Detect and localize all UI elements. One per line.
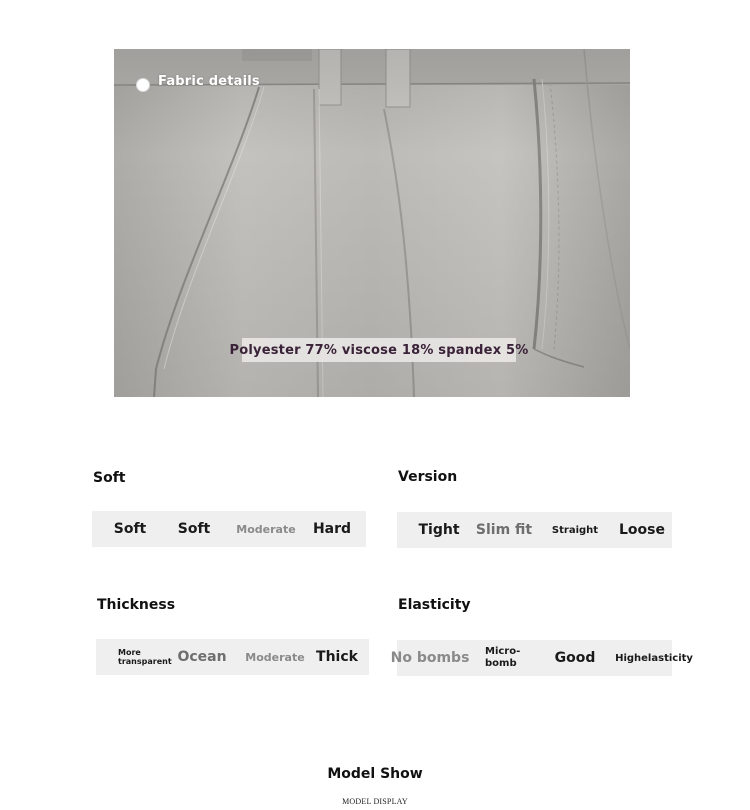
thickness-scale	[96, 639, 369, 675]
thickness-title: Thickness	[97, 597, 176, 613]
version-option-3: Straight	[551, 524, 599, 536]
version-option-1: Tight	[418, 522, 460, 538]
elasticity-title: Elasticity	[398, 597, 471, 613]
model-show-subtitle: MODEL DISPLAY	[342, 797, 408, 806]
softness-option-1: Soft	[113, 521, 147, 537]
fabric-details-label: Fabric details	[158, 73, 260, 89]
softness-option-4: Hard	[312, 521, 352, 537]
tag-dot-icon	[136, 78, 150, 92]
version-title: Version	[398, 469, 458, 485]
fabric-detail-photo	[114, 49, 630, 397]
elasticity-option-3: Good	[554, 650, 596, 666]
thickness-option-2: Ocean	[177, 649, 227, 665]
thickness-option-1: More transparent	[118, 648, 172, 666]
version-scale	[397, 512, 672, 548]
composition-text: Polyester 77% viscose 18% spandex 5%	[229, 342, 529, 358]
thickness-option-4: Thick	[316, 649, 358, 665]
thickness-option-3: Moderate	[245, 650, 305, 664]
fabric-details-tag	[136, 70, 260, 92]
model-show-title: Model Show	[327, 766, 423, 782]
version-option-4: Loose	[619, 522, 665, 538]
elasticity-option-2: Micro-bomb	[485, 646, 521, 669]
elasticity-option-1: No bombs	[390, 650, 470, 666]
elasticity-option-4: Highelasticity	[615, 652, 693, 664]
version-option-2: Slim fit	[475, 522, 533, 538]
softness-scale	[92, 511, 366, 547]
elasticity-scale	[390, 640, 693, 676]
softness-option-2: Soft	[177, 521, 211, 537]
softness-option-3: Moderate	[236, 522, 296, 536]
composition-label-box	[229, 338, 529, 362]
softness-title: Soft	[93, 470, 126, 486]
